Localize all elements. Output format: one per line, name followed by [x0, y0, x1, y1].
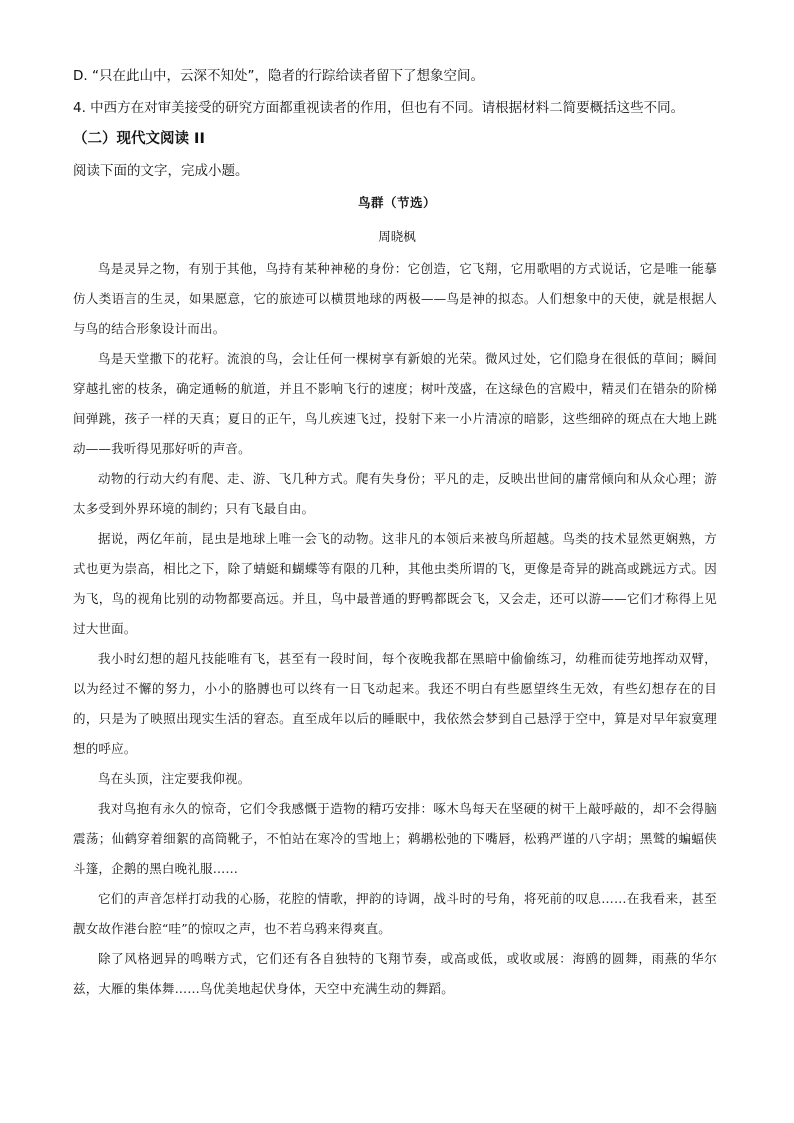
article-body — [73, 254, 717, 1004]
article-paragraph: 动物的行动大约有爬、走、游、飞几种方式。爬有失身份；平凡的走，反映出世间的庸常倾向和从众心理；游太多受到外界环境的制约；只有飞最自由。 — [73, 471, 717, 516]
question-option-d: D. “只在此山中，云深不知处”，隐者的行踪给读者留下了想象空间。 — [73, 68, 484, 84]
article-paragraph: 除了风格迥异的鸣啭方式，它们还有各自独特的飞翔节奏，或高或低，或收或展：海鸥的圆舞，雨燕的华尔兹，大雁的集体舞……鸟优美地起伏身体，天空中充满生动的舞蹈。 — [73, 951, 717, 996]
article-paragraph: 鸟是灵异之物，有别于其他，鸟持有某种神秘的身份：它创造，它飞翔，它用歌唱的方式说话，它是唯一能摹仿人类语言的生灵，如果愿意，它的旅迹可以横贯地球的两极——鸟是神的拟态。人们想象中的天使，就是根据人与鸟的结合形象设计而出。 — [73, 261, 717, 336]
reading-instruction: 阅读下面的文字，完成小题。 — [73, 163, 249, 179]
article-paragraph: 我对鸟抱有永久的惊奇，它们令我感慨于造物的精巧安排：啄木鸟每天在坚硬的树干上敲呼敲的，却不会得脑震荡；仙鹤穿着细絮的高筒靴子，不怕站在寒冷的雪地上；鹈鹕松弛的下嘴唇，松鸦严谨的八字胡；黑鹫的蝙蝠侠斗篷，企鹅的黑白晚礼服…… — [73, 801, 717, 876]
article-paragraph: 它们的声音怎样打动我的心肠，花腔的情歌，押韵的诗调，战斗时的号角，将死前的叹息……在我看来，甚至靓女故作港台腔“哇”的惊叹之声，也不若乌鸦来得爽直。 — [73, 891, 717, 936]
article-paragraph: 鸟是天堂撒下的花籽。流浪的鸟，会让任何一棵树享有新娘的光荣。微风过处，它们隐身在很低的草间；瞬间穿越扎密的枝条，确定通畅的航道，并且不影响飞行的速度；树叶茂盛，在这绿色的宫殿中，精灵们在错杂的阶梯间弹跳，孩子一样的天真；夏日的正午，鸟儿疾速飞过，投射下来一小片清凉的暗影，这些细碎的斑点在大地上跳动——我听得见那好听的声音。 — [73, 351, 717, 456]
article-paragraph: 鸟在头顶，注定要我仰视。 — [98, 771, 251, 786]
question-4: 4. 中西方在对审美接受的研究方面都重视读者的作用，但也有不同。请根据材料二简要概括这些不同。 — [73, 100, 685, 116]
article-paragraph: 我小时幻想的超凡技能唯有飞，甚至有一段时间，每个夜晚我都在黑暗中偷偷练习，幼稚而徒劳地挥动双臂，以为经过不懈的努力，小小的胳膊也可以终有一日飞动起来。我还不明白有些愿望终生无效，有些幻想存在的目的，只是为了映照出现实生活的窘态。直至成年以后的睡眠中，我依然会梦到自己悬浮于空中，算是对早年寂寞理想的呼应。 — [73, 651, 717, 756]
section-heading: （二）现代文阅读 II — [73, 131, 205, 147]
article-paragraph: 据说，两亿年前，昆虫是地球上唯一会飞的动物。这非凡的本领后来被鸟所超越。鸟类的技术显然更娴熟，方式也更为崇高，相比之下，除了蜻蜓和蝴蝶等有限的几种，其他虫类所谓的飞，更像是奇异的跳高或跳远方式。因为飞，鸟的视角比别的动物都要高远。并且，鸟中最普通的野鸭都既会飞，又会走，还可以游——它们才称得上见过大世面。 — [73, 531, 717, 636]
article-title: 鸟群（节选） — [357, 195, 436, 210]
article-author: 周晓枫 — [378, 229, 416, 244]
